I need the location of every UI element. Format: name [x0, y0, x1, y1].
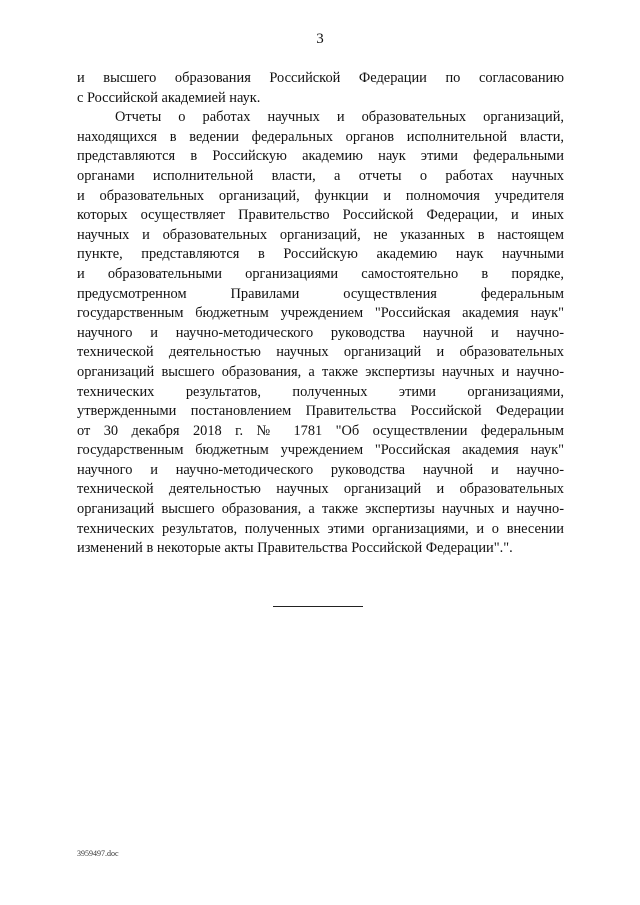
text-line: технических результатов, полученных этими организациями, и о внесении: [77, 520, 564, 537]
text-line: организаций высшего образования, а также экспертизы научных и научно-: [77, 363, 564, 380]
text-line: от 30 декабря 2018 г. № 1781 "Об осуществлении федеральным: [77, 422, 564, 439]
text-line: изменений в некоторые акты Правительства Российской Федерации".".: [77, 540, 513, 557]
text-line: органами исполнительной власти, а отчеты о работах научных: [77, 167, 564, 184]
text-line: с Российской академией наук.: [77, 89, 261, 106]
end-separator-line: [273, 606, 363, 607]
text-line: научных и образовательных организаций, не указанных в настоящем: [77, 226, 564, 243]
text-line: находящихся в ведении федеральных органов исполнительной власти,: [77, 128, 564, 145]
paragraph-reports: [77, 108, 564, 559]
text-line: представляются в Российскую академию наук этими федеральными: [77, 148, 564, 165]
text-line: технической деятельностью научных организаций и образовательных: [77, 481, 564, 498]
text-line: научного и научно-методического руководства научной и научно-: [77, 324, 564, 341]
text-line: государственным бюджетным учреждением "Российская академия наук": [77, 442, 564, 459]
paragraph-continuation: [77, 69, 564, 108]
text-line: утвержденными постановлением Правительства Российской Федерации: [77, 403, 564, 420]
document-body: [77, 69, 564, 559]
page-number: 3: [316, 31, 324, 47]
text-line: которых осуществляет Правительство Российской Федерации, и иных: [77, 207, 564, 224]
text-line: и высшего образования Российской Федерации по согласованию: [77, 70, 564, 86]
text-line: Отчеты о работах научных и образовательных организаций,: [115, 109, 564, 126]
text-line: технической деятельностью научных организаций и образовательных: [77, 344, 564, 361]
text-line: пункте, представляются в Российскую академию наук научными: [77, 246, 564, 263]
text-line: государственным бюджетным учреждением "Российская академия наук": [77, 305, 564, 322]
text-line: технических результатов, полученных этими организациями,: [77, 383, 564, 400]
text-line: предусмотренном Правилами осуществления федеральным: [77, 285, 564, 302]
text-line: и образовательными организациями самостоятельно в порядке,: [77, 265, 564, 282]
text-line: организаций высшего образования, а также экспертизы научных и научно-: [77, 501, 564, 518]
document-code: 3959497.doc: [77, 849, 119, 858]
text-line: научного и научно-методического руководства научной и научно-: [77, 461, 564, 478]
text-line: и образовательных организаций, функции и полномочия учредителя: [77, 187, 564, 204]
